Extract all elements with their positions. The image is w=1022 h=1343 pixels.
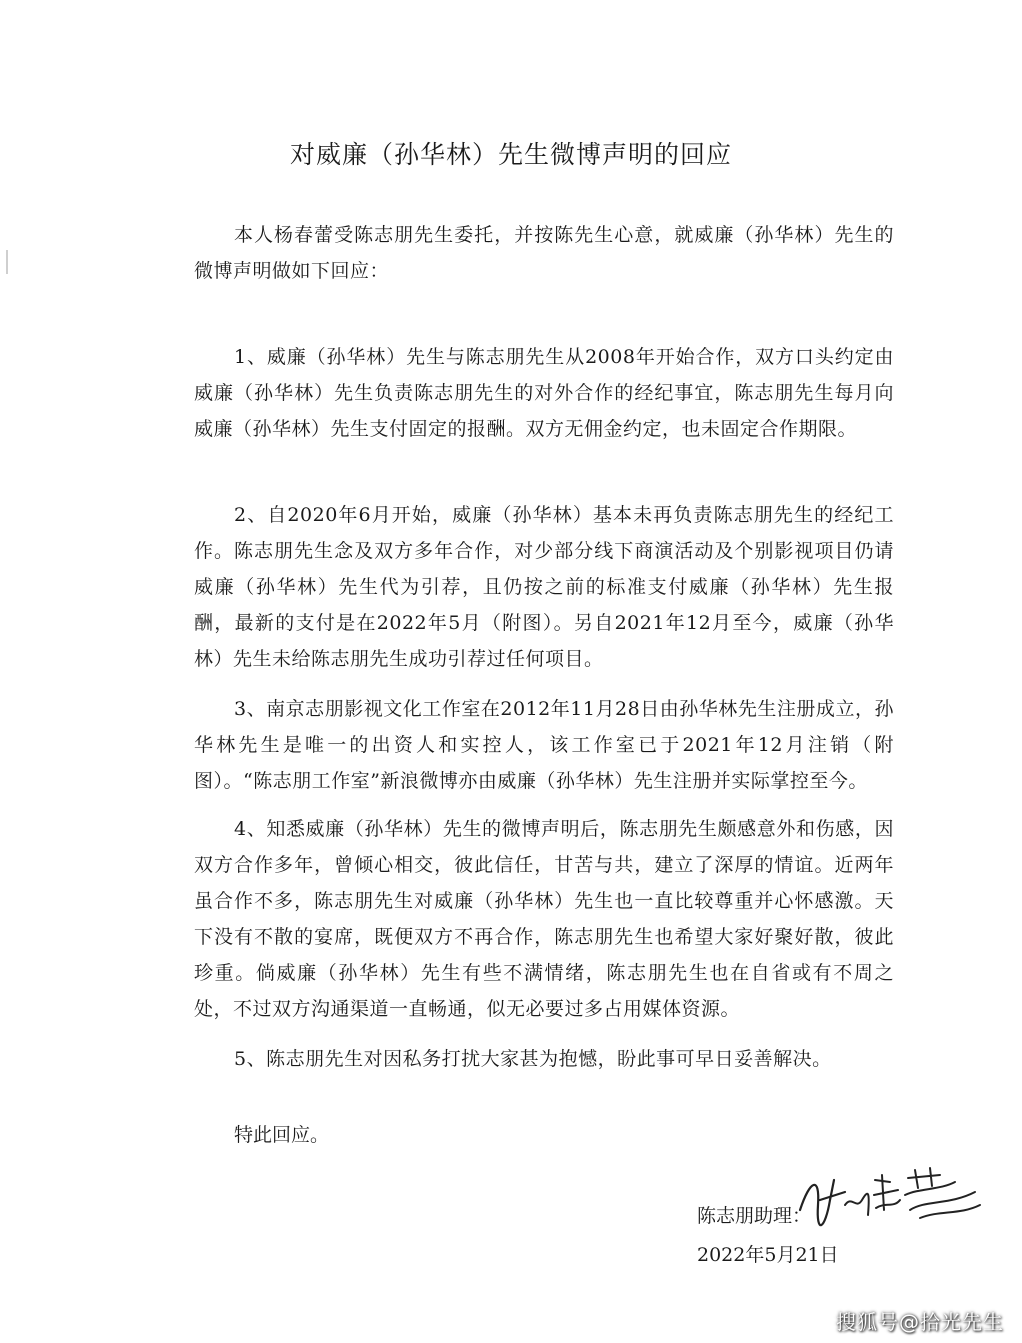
watermark: 搜狐号@拾光先生: [836, 1310, 1004, 1334]
point-5-paragraph: 5、陈志朋先生对因私务打扰大家甚为抱憾，盼此事可早日妥善解决。: [234, 1048, 832, 1070]
point-2-paragraph: 2、自2020年6月开始，威廉（孙华林）基本未再负责陈志朋先生的经纪工作。陈志朋先生念及双方多年合作，对少部分线下商演活动及个别影视项目仍请威廉（孙华林）先生代为引荐，且仍按之前的标准支付威廉（孙华林）先生报酬，最新的支付是在2022年5月（附图）。另自2021年12月至今，威廉（孙华林）先生未给陈志朋先生成功引荐过任何项目。: [194, 504, 894, 670]
handwritten-signature: [790, 1160, 990, 1240]
point-4-paragraph: 4、知悉威廉（孙华林）先生的微博声明后，陈志朋先生颇感意外和伤感，因双方合作多年，曾倾心相交，彼此信任，甘苦与共，建立了深厚的情谊。近两年虽合作不多，陈志朋先生对威廉（孙华林）先生也一直比较尊重并心怀感激。天下没有不散的宴席，既便双方不再合作，陈志朋先生也希望大家好聚好散，彼此珍重。倘威廉（孙华林）先生有些不满情绪，陈志朋先生也在自省或有不周之处，不过双方沟通渠道一直畅通，似无必要过多占用媒体资源。: [194, 818, 894, 1020]
document-title: 对威廉（孙华林）先生微博声明的回应: [289, 140, 732, 169]
signature-label: 陈志朋助理：: [697, 1205, 812, 1227]
scan-edge-mark: [6, 250, 8, 274]
intro-paragraph: 本人杨春蕾受陈志朋先生委托，并按陈先生心意，就威廉（孙华林）先生的微博声明做如下回应：: [194, 224, 894, 282]
document-date: 2022年5月21日: [697, 1244, 839, 1266]
point-1-paragraph: 1、威廉（孙华林）先生与陈志朋先生从2008年开始合作，双方口头约定由威廉（孙华林）先生负责陈志朋先生的对外合作的经纪事宜，陈志朋先生每月向威廉（孙华林）先生支付固定的报酬。双方无佣金约定，也未固定合作期限。: [194, 346, 894, 440]
closing-line: 特此回应。: [234, 1124, 330, 1146]
point-3-paragraph: 3、南京志朋影视文化工作室在2012年11月28日由孙华林先生注册成立，孙华林先生是唯一的出资人和实控人，该工作室已于2021年12月注销（附图）。“陈志朋工作室”新浪微博亦由威廉（孙华林）先生注册并实际掌控至今。: [194, 698, 894, 792]
